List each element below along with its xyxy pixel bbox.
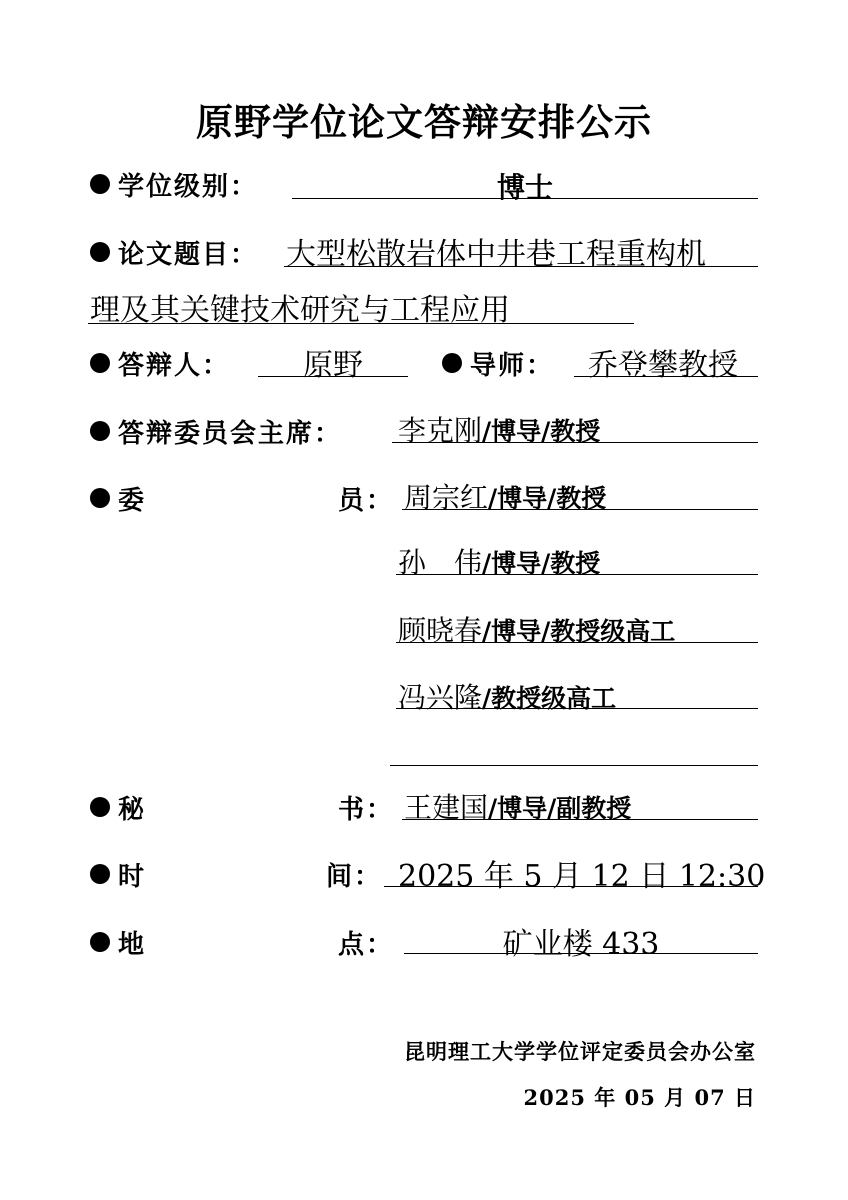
- member-title: /博导/教授: [488, 484, 607, 513]
- chair-underline: [392, 442, 758, 443]
- degree-label-row: [90, 166, 258, 203]
- bullet-icon: [90, 488, 110, 508]
- member-item: [398, 541, 600, 581]
- place-label-right: 点：: [338, 930, 395, 960]
- member-underline: [396, 708, 758, 709]
- chair-title: /博导/教授: [482, 417, 601, 446]
- time-label-right: 间：: [326, 862, 383, 892]
- secretary-label-right: 书：: [338, 795, 395, 825]
- footer-office: 昆明理工大学学位评定委员会办公室: [404, 1039, 756, 1064]
- member-title: /博导/教授: [482, 549, 601, 578]
- chair-name: 李克刚: [398, 414, 483, 447]
- thesis-label: 论文题目：: [118, 240, 259, 270]
- secretary-value: [404, 786, 631, 826]
- member-underline: [402, 509, 758, 510]
- place-value: 矿业楼 433: [502, 927, 660, 962]
- bullet-icon: [90, 932, 110, 952]
- member-item: [398, 609, 675, 649]
- member-name: 冯兴隆: [398, 681, 483, 714]
- thesis-title-line2: 理及其关键技术研究与工程应用: [90, 293, 510, 328]
- secretary-title: /博导/副教授: [488, 794, 632, 823]
- time-value: 2025 年 5 月 12 日 12:30: [398, 859, 766, 894]
- advisor-label: 导师：: [470, 351, 555, 381]
- blank-member-underline: [390, 765, 758, 766]
- defender-underline: [258, 376, 408, 377]
- member-name: 顾晓春: [398, 614, 483, 647]
- secretary-underline: [402, 819, 758, 820]
- bullet-icon: [90, 797, 110, 817]
- bullet-icon: [90, 864, 110, 884]
- footer-date: 2025 年 05 月 07 日: [523, 1085, 756, 1110]
- secretary-label-row: [90, 789, 146, 826]
- bullet-icon: [90, 421, 110, 441]
- time-underline: [384, 886, 758, 887]
- place-underline: [404, 953, 758, 954]
- member-underline: [396, 574, 758, 575]
- advisor-underline: [574, 376, 758, 377]
- member-title: /博导/教授级高工: [482, 617, 676, 646]
- chair-label-row: [90, 413, 342, 450]
- time-label-left: 时: [118, 862, 147, 892]
- defender-label-row: [90, 345, 230, 382]
- bullet-icon: [90, 353, 110, 373]
- members-label-right: 员：: [338, 486, 395, 516]
- member-name: 孙 伟: [398, 546, 483, 579]
- degree-value: 博士: [496, 171, 553, 204]
- degree-label: 学位级别：: [118, 172, 259, 202]
- member-item: [398, 676, 616, 716]
- member-item: [404, 476, 606, 516]
- member-name: 周宗红: [404, 481, 489, 514]
- bullet-icon: [442, 353, 462, 373]
- time-label-row: [90, 856, 146, 893]
- chair-value: [398, 409, 600, 449]
- secretary-label-left: 秘: [118, 795, 147, 825]
- advisor-value: 乔登攀教授: [588, 348, 738, 383]
- bullet-icon: [90, 174, 110, 194]
- bullet-icon: [90, 242, 110, 262]
- thesis-title-line1: 大型松散岩体中井巷工程重构机: [286, 237, 706, 272]
- member-title: /教授级高工: [482, 684, 617, 713]
- page-title: 原野学位论文答辩安排公示: [196, 100, 652, 144]
- members-label-row: [90, 480, 146, 517]
- chair-label: 答辩委员会主席：: [118, 419, 343, 449]
- secretary-name: 王建国: [404, 791, 489, 824]
- members-label-left: 委: [118, 486, 147, 516]
- defender-value: 原野: [303, 348, 363, 383]
- thesis-label-row: [90, 234, 258, 271]
- place-label-left: 地: [118, 930, 147, 960]
- member-underline: [396, 642, 758, 643]
- advisor-label-row: [442, 345, 554, 382]
- thesis-underline-1: [284, 266, 758, 267]
- thesis-underline-2: [88, 323, 634, 324]
- place-label-row: [90, 924, 146, 961]
- defender-label: 答辩人：: [118, 351, 231, 381]
